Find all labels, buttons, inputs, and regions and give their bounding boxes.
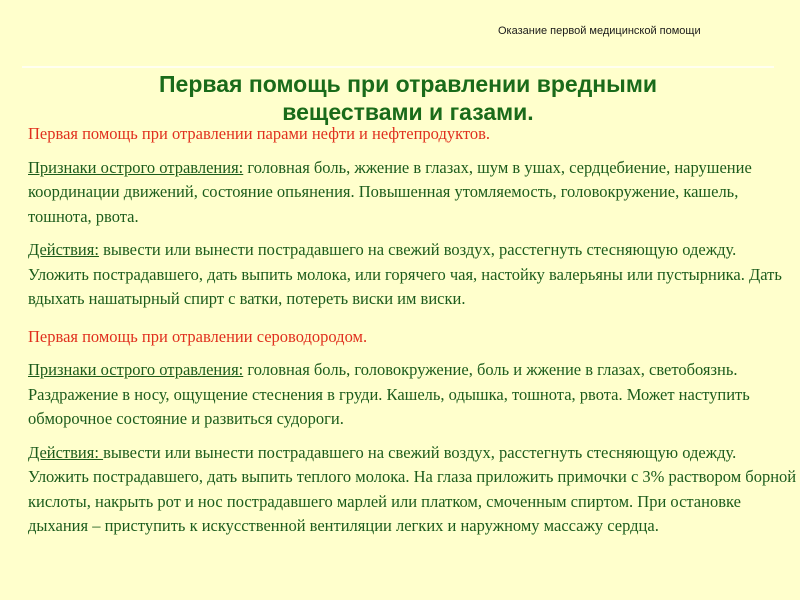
section1-actions-label: Действия:	[28, 240, 99, 259]
section1-heading: Первая помощь при отравлении парами нефти и нефтепродуктов.	[28, 124, 491, 143]
slide-title-line-2: веществами и газами.	[282, 99, 534, 125]
section2-heading: Первая помощь при отравлении сероводородом.	[28, 326, 368, 346]
section1-actions-text: вывести или вынести пострадавшего на свежий воздух, расстегнуть стесняющую одежду. Уложить пострадавшего, дать выпить молока, или горячего чая, настойку валерьяны или пустырника. Дать вдыхать нашатырный спирт с ватки, потереть виски им виски.	[28, 240, 782, 308]
slide-title-line-1: Первая помощь при отравлении вредными	[159, 71, 657, 97]
slide-content	[28, 122, 798, 539]
section1-signs-label: Признаки острого отравления:	[28, 157, 244, 177]
slide-title	[0, 70, 800, 126]
section2-actions	[28, 441, 798, 539]
section1-signs-text: головная боль, жжение в глазах, шум в ушах, сердцебиение, нарушение координации движений, состояние опьянения. Повышенная утомляемость, головокружение, кашель, тошнота, рвота.	[28, 157, 752, 226]
section2-signs-text: головная боль, головокружение, боль и жжение в глазах, светобоязнь. Раздражение в носу, ощущение стеснения в груди. Кашель, одышка, тошнота, рвота. Может наступить обморочное состояние и развиться судороги.	[28, 360, 750, 428]
section2-actions-label: Действия:	[28, 442, 104, 462]
slide-header: Оказание первой медицинской помощи	[498, 25, 701, 37]
section1-actions	[28, 238, 798, 312]
section2-signs	[28, 358, 798, 432]
section1-signs	[28, 156, 798, 230]
section2-actions-text: вывести или вынести пострадавшего на свежий воздух, расстегнуть стесняющую одежду. Уложить пострадавшего, дать выпить теплого молока. На глаза приложить примочки с 3% раствором борной кислоты, накрыть рот и нос пострадавшего марлей или платком, смоченным спиртом. При остановке дыхания – приступить к искусственной вентиляции легких и наружному массажу сердца.	[28, 442, 797, 535]
header-divider	[22, 66, 774, 68]
section2-signs-label: Признаки острого отравления:	[28, 360, 244, 379]
